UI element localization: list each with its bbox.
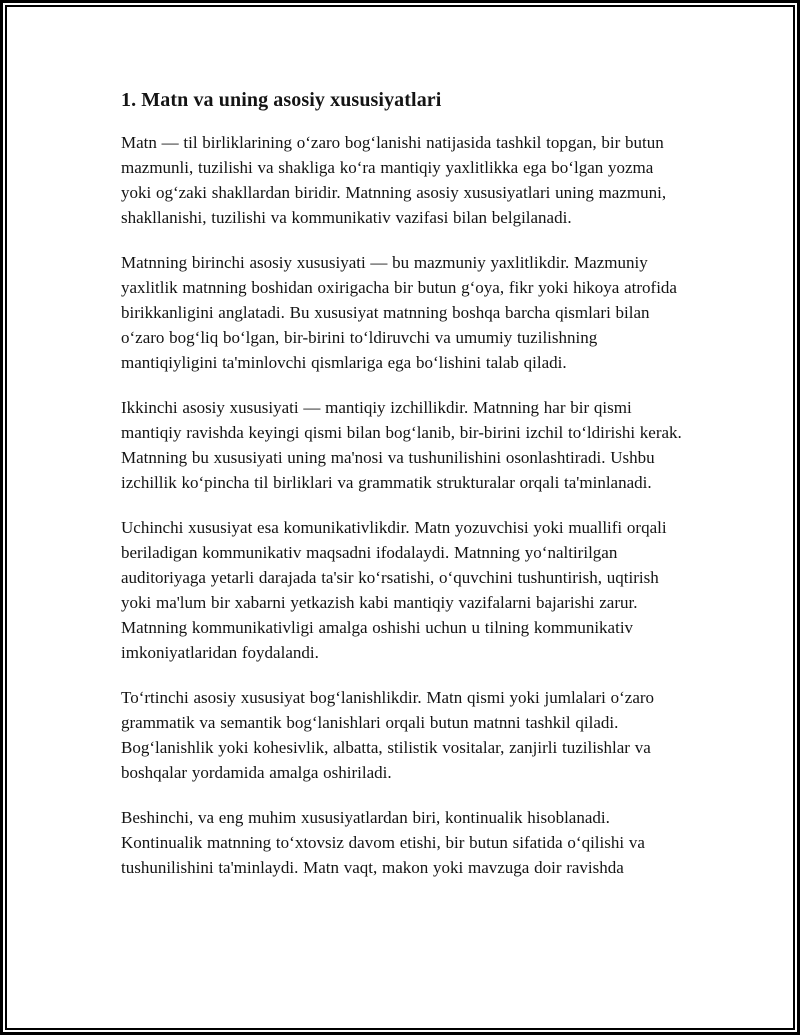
paragraph-3: Ikkinchi asosiy xususiyati — mantiqiy izchillikdir. Matnning har bir qismi mantiqiy ravishda keyingi qismi bilan bog‘lanib, bir-birini izchil to‘ldirishi kerak. Matnning bu xususiyati uning ma'nosi va tushunilishini osonlashtiradi. Ushbu izchillik ko‘pincha til birliklari va grammatik strukturalar orqali ta'minlanadi. — [121, 398, 682, 492]
paragraph-1: Matn — til birliklarining o‘zaro bog‘lanishi natijasida tashkil topgan, bir butun mazmunli, tuzilishi va shakliga ko‘ra mantiqiy yaxlitlikka ega bo‘lgan yozma yoki og‘zaki shakllardan biridir. Matnning asosiy xususiyatlari uning mazmuni, shakllanishi, tuzilishi va kommunikativ vazifasi bilan belgilanadi. — [121, 133, 667, 227]
paragraph-5: To‘rtinchi asosiy xususiyat bog‘lanishlikdir. Matn qismi yoki jumlalari o‘zaro grammatik va semantik bog‘lanishlari orqali butun matnni tashkil qiladi. Bog‘lanishlik yoki kohesivlik, albatta, stilistik vositalar, zanjirli tuzilishlar va boshqalar yordamida amalga oshiriladi. — [121, 688, 655, 782]
paragraph-6: Beshinchi, va eng muhim xususiyatlardan biri, kontinualik hisoblanadi. Kontinualik matnning to‘xtovsiz davom etishi, bir butun sifatida o‘qilishi va tushunilishini ta'minlaydi. Matn vaqt, makon yoki mavzuga doir ravishda — [121, 808, 645, 877]
paragraph-4: Uchinchi xususiyat esa komunikativlikdir. Matn yozuvchisi yoki muallifi orqali beriladigan kommunikativ maqsadni ifodalaydi. Matnning yo‘naltirilgan auditoriyaga yetarli darajada ta'sir ko‘rsatishi, o‘quvchini tushuntirish, uqtirish yoki ma'lum bir xabarni yetkazish kabi mantiqiy vazifalarni bajarishi zarur. Matnning kommunikativligi amalga oshishi uchun u tilning kommunikativ imkoniyatlaridan foydalandi. — [121, 518, 667, 662]
page-content — [121, 87, 687, 900]
page-title: 1. Matn va uning asosiy xususiyatlari — [121, 89, 442, 111]
paragraph-2: Matnning birinchi asosiy xususiyati — bu mazmuniy yaxlitlikdir. Mazmuniy yaxlitlik matnning boshidan oxirigacha bir butun g‘oya, fikr yoki hikoya atrofida birikkanligini anglatadi. Bu xususiyat matnning boshqa barcha qismlari bilan o‘zaro bog‘liq bo‘lgan, bir-birini to‘ldiruvchi va umumiy tuzilishning mantiqiyligini ta'minlovchi qismlariga ega bo‘lishini talab qiladi. — [121, 253, 677, 372]
